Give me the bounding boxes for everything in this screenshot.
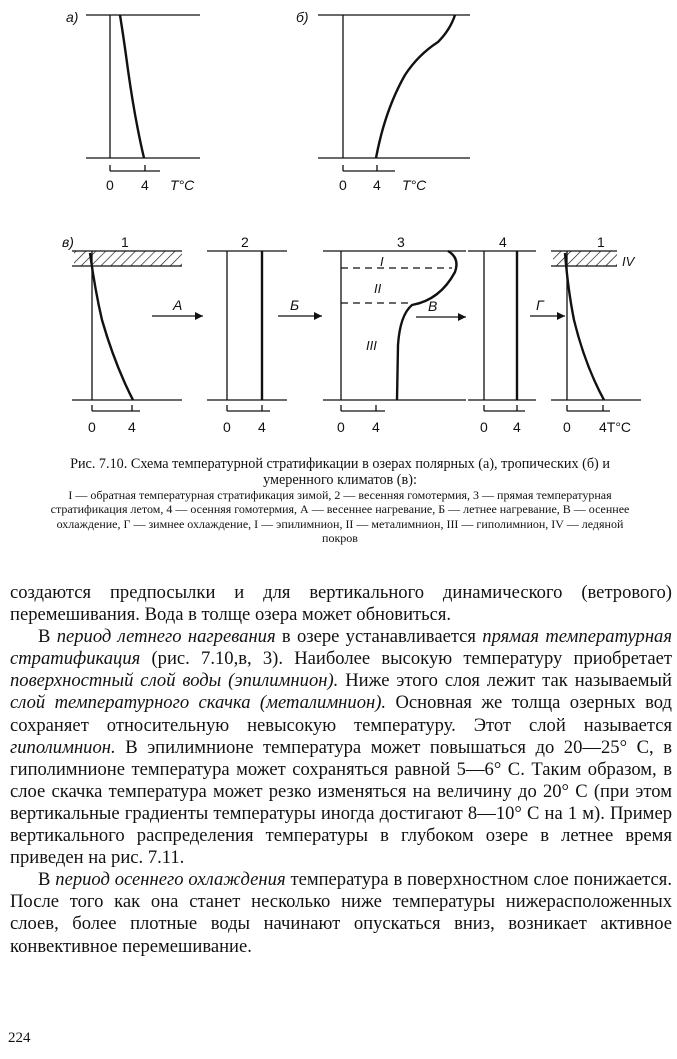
tick-label: 4 [128,419,136,435]
paragraph-2 [10,626,672,869]
tick-label: 0 [339,177,347,193]
paragraph-1 [10,582,672,626]
paragraph-3 [10,869,672,957]
italic-term: гиполимнион. [10,736,116,758]
tick-label: 0 [223,419,231,435]
tick-label: 0 [88,419,96,435]
caption-title: Рис. 7.10. Схема температурной стратификации в озерах полярных (а), тропических (б) и умеренного климатов (в): [70,456,610,488]
panel-a [66,9,200,193]
panel-label-a: а) [66,9,79,25]
stage-number: 2 [241,234,249,250]
tick-label: 4 [513,419,521,435]
italic-term: период осеннего охлаждения [55,869,286,891]
text-run: температура в поверхностном слое понижается. После того как она станет несколько ниже температуры нижерасположенных слоев, более плотные воды начинают опускаться вниз, возникает активное конвективное перемешивание. [10,869,672,957]
stage-number: 3 [397,234,405,250]
page-number: 224 [8,1030,31,1046]
axis-unit: T°C [402,177,427,193]
ice-cover [553,251,617,266]
stage-number: 1 [597,234,605,250]
text-run: Основная же толща озерных вод сохраняет относительную невысокую температуру. Этот слой называется [10,692,672,736]
caption-legend: I — обратная температурная стратификация зимой, 2 — весенняя гомотермия, 3 — прямая температурная стратификация летом, 4 — осенняя гомотермия, А — весеннее нагревание, Б — летнее нагревание, В — осеннее охлаждение, Г — зимнее охлаждение, I — эпилимнион, II — металимнион, III — гиполимнион, IV — ледяной покров [50,488,630,545]
text-run: (рис. 7.10,в, 3). Наиболее высокую температуру приобретает [140,648,672,670]
text-run: В эпилимнионе температура может повышаться до 20—25° С, в гиполимнионе температура может сохраняться равной 5—6° С. Таким образом, в слое скачка температура может резко изменяться на величину до 20° С (при этом вертикальные градиенты температуры иногда достигают 8—10° С на 1 м). Пример вертикального распределения температуры в глубоком озере в летнее время приведен на рис. 7.11. [10,736,672,869]
panel-b [296,9,470,193]
tick-label: 4 [258,419,266,435]
tick-label: 0 [563,419,571,435]
temperature-curve-winter [90,253,133,400]
italic-term: слой температурного скачка (металимнион). [10,692,387,714]
stage-number: 4 [499,234,507,250]
axis-unit: T°C [170,177,195,193]
tick-label: 4 [372,419,380,435]
temperature-curve-a [120,15,144,158]
tick-label: 0 [480,419,488,435]
italic-term: период летнего нагревания [56,626,276,648]
arrow-label-b: Б [290,297,300,313]
layer-label-epilimnion: I [380,254,384,269]
tick-label: 4T°C [599,419,632,435]
figure-caption [40,456,640,545]
italic-term: прямая температурная стратификация [10,626,672,670]
text-run: В [38,626,57,648]
arrow-label-g: Г [536,297,544,313]
text-run: В [38,869,56,891]
text-run: Ниже этого слоя лежит так называемый [338,670,672,692]
tick-label: 0 [337,419,345,435]
panel-label-b: б) [296,9,309,25]
body-text [10,582,672,958]
tick-label: 4 [373,177,381,193]
layer-label-hypolimnion: III [366,338,377,353]
panel-v [62,234,641,435]
temperature-curve-winter-2 [565,253,604,400]
temperature-curve-b [376,15,455,158]
arrow-label-a: А [173,297,183,313]
ice-label: IV [622,254,635,269]
layer-label-metalimnion: II [374,281,382,296]
arrow-label-v: В [428,298,438,314]
text-run: в озере устанавливается [275,626,483,648]
tick-label: 0 [106,177,114,193]
tick-label: 4 [141,177,149,193]
temperature-curve-summer [397,251,456,400]
stage-number: 1 [121,234,129,250]
text-run: создаются предпосылки и для вертикального динамического (ветрового) перемешивания. Вода в толще озера может обновиться. [10,582,672,626]
italic-term: поверхностный слой воды (эпилимнион). [10,670,339,692]
panel-label-v: в) [62,234,74,250]
